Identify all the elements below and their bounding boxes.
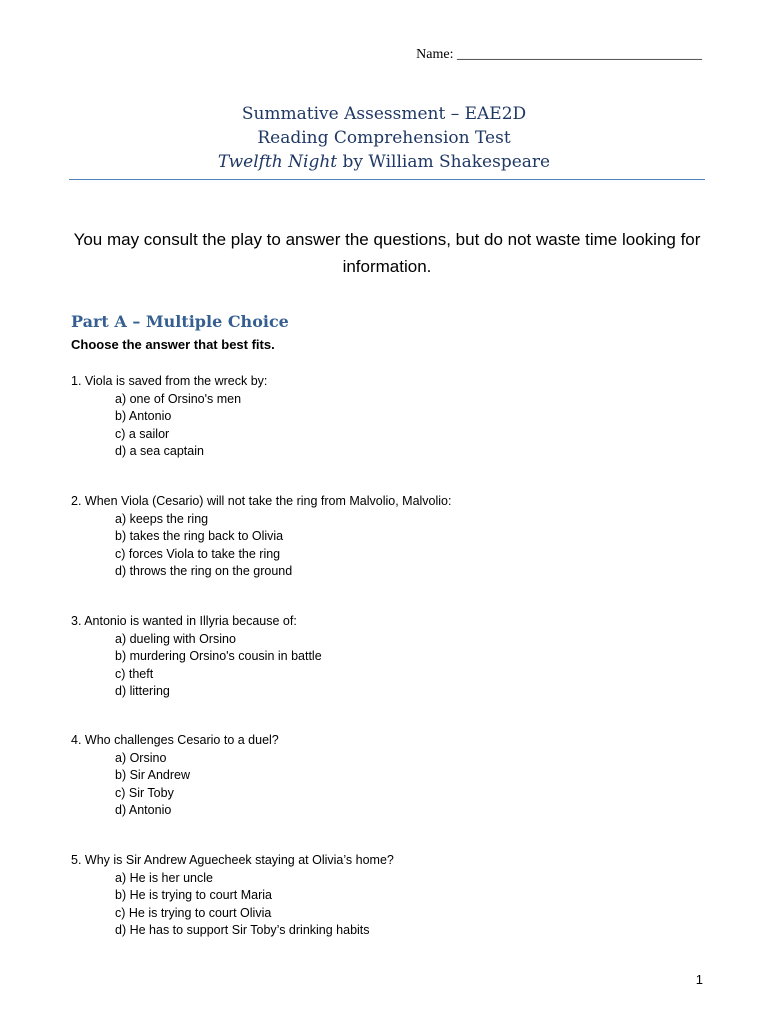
page-number: 1 xyxy=(695,972,703,987)
answer-option: a) He is her uncle xyxy=(115,870,213,885)
question-text: 3. Antonio is wanted in Illyria because of: xyxy=(71,614,297,628)
answer-option: c) theft xyxy=(115,666,154,681)
answer-option: d) a sea captain xyxy=(115,444,204,458)
answer-option: a) one of Orsino's men xyxy=(115,391,242,406)
answer-option: b) He is trying to court Maria xyxy=(115,888,272,902)
answer-option: d) throws the ring on the ground xyxy=(115,564,293,578)
answer-option: a) keeps the ring xyxy=(115,511,209,526)
answer-option: a) Orsino xyxy=(115,750,167,765)
question-text: 5. Why is Sir Andrew Aguecheek staying at Olivia’s home? xyxy=(71,853,394,867)
part-a-instruction: Choose the answer that best fits. xyxy=(71,337,275,352)
answer-option: c) He is trying to court Olivia xyxy=(115,905,272,920)
title-line-3 xyxy=(0,150,768,174)
play-title: Twelfth Night xyxy=(217,152,338,172)
answer-option: c) a sailor xyxy=(115,426,170,441)
play-author: by William Shakespeare xyxy=(337,152,551,172)
title-divider xyxy=(69,179,705,180)
question-text: 1. Viola is saved from the wreck by: xyxy=(71,374,268,388)
answer-option: b) Sir Andrew xyxy=(115,768,191,782)
answer-option: d) littering xyxy=(115,684,170,698)
question-1 xyxy=(71,373,267,461)
question-3 xyxy=(71,613,322,701)
document-title xyxy=(0,102,768,174)
answer-option: d) He has to support Sir Toby’s drinking habits xyxy=(115,923,370,937)
answer-option: a) dueling with Orsino xyxy=(115,631,236,646)
answer-option: b) Antonio xyxy=(115,409,172,423)
question-5 xyxy=(71,852,394,940)
question-2 xyxy=(71,493,451,581)
question-text: 4. Who challenges Cesario to a duel? xyxy=(71,733,279,747)
answer-option: b) murdering Orsino's cousin in battle xyxy=(115,649,322,663)
intro-text: You may consult the play to answer the questions, but do not waste time looking for information. xyxy=(73,230,701,276)
name-field-label: Name: ___________________________________ xyxy=(416,47,702,62)
title-line-1: Summative Assessment – EAE2D xyxy=(241,104,527,124)
part-a-heading: Part A – Multiple Choice xyxy=(71,312,289,331)
answer-option: c) forces Viola to take the ring xyxy=(115,546,281,561)
answer-option: c) Sir Toby xyxy=(115,785,174,800)
title-line-2: Reading Comprehension Test xyxy=(257,128,511,148)
question-4 xyxy=(71,732,279,820)
answer-option: b) takes the ring back to Olivia xyxy=(115,529,284,543)
answer-option: d) Antonio xyxy=(115,803,172,817)
question-text: 2. When Viola (Cesario) will not take the ring from Malvolio, Malvolio: xyxy=(71,494,452,508)
